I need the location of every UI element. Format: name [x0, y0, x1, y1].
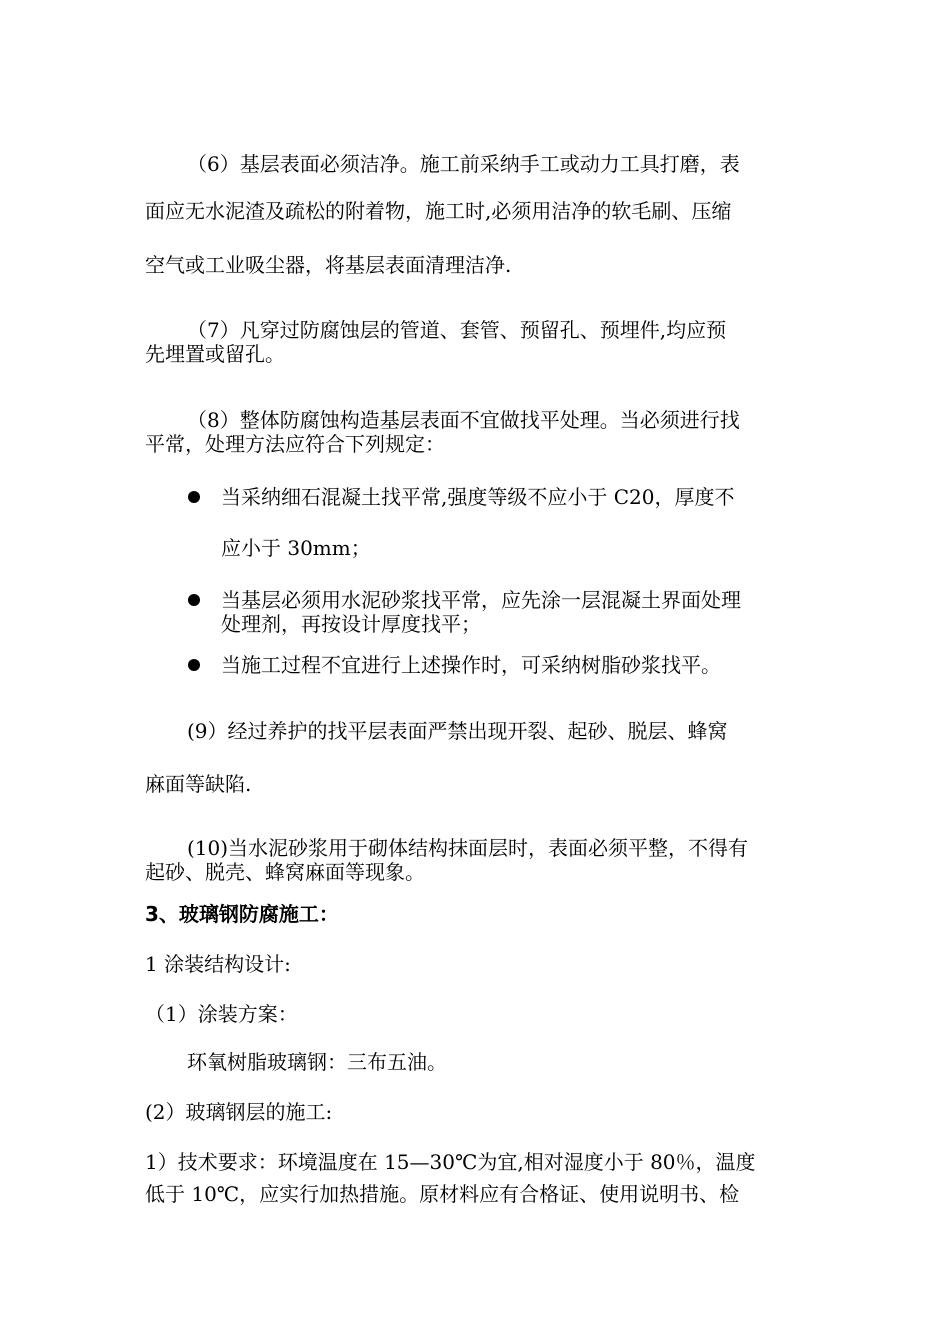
- item-1-coating-plan: （1）涂装方案：: [145, 1002, 298, 1026]
- section-heading: 3、玻璃钢防腐施工：: [145, 902, 339, 926]
- bullet-2-line-2: 处理剂，再按设计厚度找平；: [221, 612, 481, 636]
- paragraph-6-line-2: 面应无水泥渣及疏松的附着物，施工时,必须用洁净的软毛刷、压缩: [145, 199, 732, 223]
- tech-requirements-line-2: 低于 10℃，应实行加热措施。原材料应有合格证、使用说明书、检: [145, 1182, 740, 1206]
- paragraph-10-line-2: 起砂、脱壳、蜂窝麻面等现象。: [145, 860, 425, 884]
- bullet-1-line-2: 应小于 30mm；: [221, 536, 371, 560]
- coating-plan-text: 环氧树脂玻璃钢：三布五油。: [187, 1050, 447, 1074]
- paragraph-9-line-1: (9）经过养护的找平层表面严禁出现开裂、起砂、脱层、蜂窝: [187, 719, 728, 743]
- bullet-1-line-1: 当采纳细石混凝土找平常,强度等级不应小于 C20，厚度不: [221, 485, 735, 509]
- paragraph-6-line-3: 空气或工业吸尘器，将基层表面清理洁净.: [145, 253, 512, 277]
- paragraph-8-line-2: 平常，处理方法应符合下列规定：: [145, 432, 445, 456]
- paragraph-9-line-2: 麻面等缺陷.: [145, 772, 252, 796]
- item-2-frp-layer: (2）玻璃钢层的施工:: [145, 1100, 333, 1124]
- tech-requirements-line-1: 1）技术要求：环境温度在 15—30℃为宜,相对湿度小于 80％，温度: [145, 1150, 756, 1174]
- bullet-icon: [188, 594, 200, 606]
- paragraph-6-line-1: （6）基层表面必须洁净。施工前采纳手工或动力工具打磨，表: [187, 152, 740, 176]
- paragraph-8-line-1: （8）整体防腐蚀构造基层表面不宜做找平处理。当必须进行找: [187, 408, 740, 432]
- bullet-icon: [188, 659, 200, 671]
- bullet-icon: [188, 491, 200, 503]
- paragraph-7-line-1: （7）凡穿过防腐蚀层的管道、套管、预留孔、预埋件,均应预: [187, 318, 727, 342]
- paragraph-10-line-1: (10)当水泥砂浆用于砌体结构抹面层时，表面必须平整，不得有: [187, 836, 749, 860]
- bullet-2-line-1: 当基层必须用水泥砂浆找平常，应先涂一层混凝土界面处理: [221, 588, 741, 612]
- subsection-1: 1 涂装结构设计:: [145, 952, 291, 976]
- paragraph-7-line-2: 先埋置或留孔。: [145, 342, 285, 366]
- bullet-3-line-1: 当施工过程不宜进行上述操作时，可采纳树脂砂浆找平。: [221, 653, 721, 677]
